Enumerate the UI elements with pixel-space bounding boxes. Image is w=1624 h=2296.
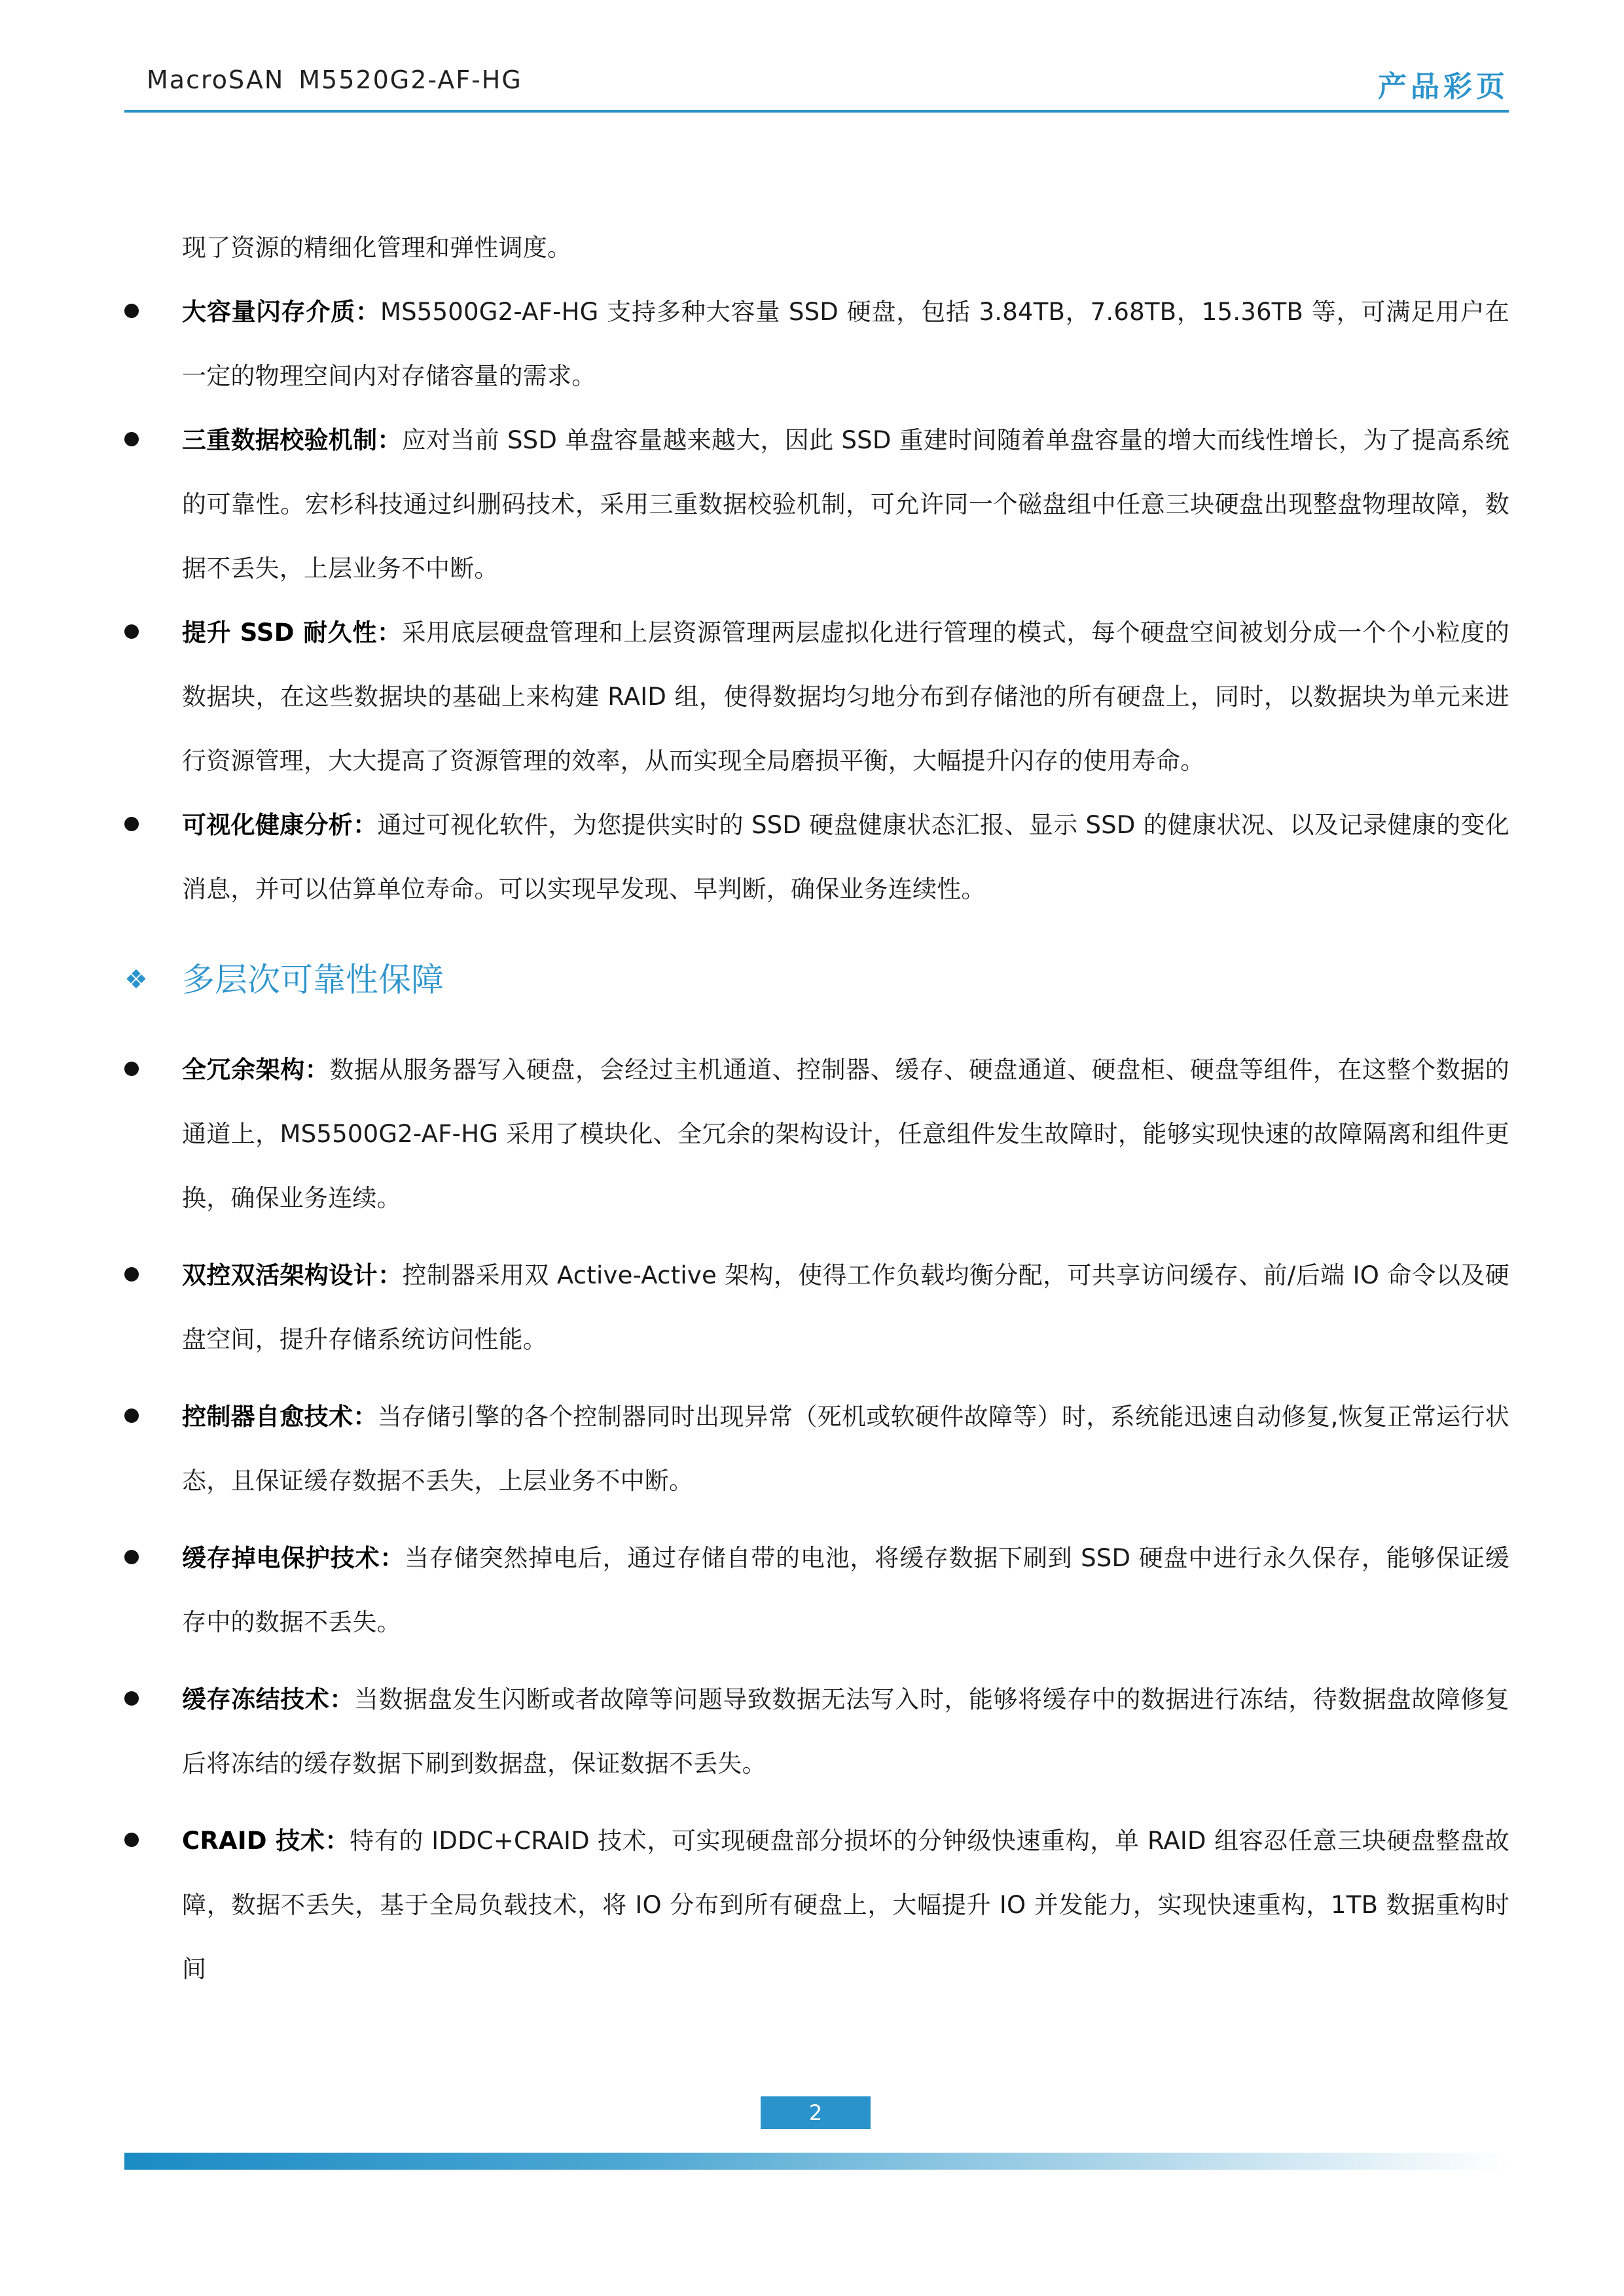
bullet-item <box>124 1244 1509 1372</box>
bullet-term: CRAID 技术： <box>182 1827 350 1855</box>
bullet-dot-icon <box>124 1550 139 1564</box>
bullet-term: 缓存掉电保护技术： <box>182 1544 405 1572</box>
bullet-item <box>124 1668 1509 1796</box>
bullet-dot-icon <box>124 432 139 446</box>
bullet-item <box>124 408 1509 601</box>
bullet-dot-icon <box>124 1062 139 1076</box>
bullet-item <box>124 793 1509 922</box>
section-heading-text: 多层次可靠性保障 <box>182 961 444 999</box>
bullet-text: 应对当前 SSD 单盘容量越来越大，因此 SSD 重建时间随着单盘容量的增大而线性增长，为了提高系统的可靠性。宏杉科技通过纠删码技术，采用三重数据校验机制，可允许同一个磁盘组中任意三块硬盘出现整盘物理故障，数据不丢失，上层业务不中断。 <box>182 426 1509 583</box>
bullet-text: 当存储突然掉电后，通过存储自带的电池，将缓存数据下刷到 SSD 硬盘中进行永久保存，能够保证缓存中的数据不丢失。 <box>182 1544 1509 1636</box>
bullet-dot-icon <box>124 304 139 318</box>
page-number: 2 <box>761 2096 871 2129</box>
bullet-term: 提升 SSD 耐久性： <box>182 619 402 647</box>
bullet-text: 通过可视化软件，为您提供实时的 SSD 硬盘健康状态汇报、显示 SSD 的健康状况、以及记录健康的变化消息，并可以估算单位寿命。可以实现早发现、早判断，确保业务连续性。 <box>182 811 1509 903</box>
continuation-paragraph: 现了资源的精细化管理和弹性调度。 <box>182 234 572 262</box>
bullet-item <box>124 1385 1509 1513</box>
bullet-text: 采用底层硬盘管理和上层资源管理两层虚拟化进行管理的模式，每个硬盘空间被划分成一个个小粒度的数据块，在这些数据块的基础上来构建 RAID 组，使得数据均匀地分布到存储池的所有硬盘上，同时，以数据块为单元来进行资源管理，大大提高了资源管理的效率，从而实现全局磨损平衡，大幅提升闪存的使用寿命。 <box>182 619 1510 775</box>
bullet-text: 数据从服务器写入硬盘，会经过主机通道、控制器、缓存、硬盘通道、硬盘柜、硬盘等组件，在这整个数据的通道上，MS5500G2-AF-HG 采用了模块化、全冗余的架构设计，任意组件发生故障时，能够实现快速的故障隔离和组件更换，确保业务连续。 <box>182 1056 1509 1212</box>
bullet-term: 控制器自愈技术： <box>182 1403 378 1431</box>
bullet-term: 缓存冻结技术： <box>182 1685 354 1713</box>
bullet-term: 双控双活架构设计： <box>182 1261 403 1289</box>
bullet-text: 当存储引擎的各个控制器同时出现异常（死机或软硬件故障等）时，系统能迅速自动修复,恢复正常运行状态，且保证缓存数据不丢失，上层业务不中断。 <box>182 1403 1509 1495</box>
header-brand: MacroSAN <box>147 65 285 94</box>
bullet-item <box>124 1809 1509 2001</box>
bullet-term: 大容量闪存介质： <box>182 298 380 326</box>
bullet-dot-icon <box>124 624 139 639</box>
bullet-dot-icon <box>124 1408 139 1423</box>
header-model: M5520G2-AF-HG <box>298 65 522 94</box>
bullet-dot-icon <box>124 1833 139 1847</box>
bullet-item <box>124 601 1509 793</box>
bullet-text: 控制器采用双 Active-Active 架构，使得工作负载均衡分配，可共享访问缓存、前/后端 IO 命令以及硬盘空间，提升存储系统访问性能。 <box>182 1261 1509 1354</box>
feature-list-1 <box>124 280 1509 922</box>
bullet-term: 可视化健康分析： <box>182 811 378 839</box>
bullet-text: MS5500G2-AF-HG 支持多种大容量 SSD 硬盘，包括 3.84TB，7.68TB，15.36TB 等，可满足用户在一定的物理空间内对存储容量的需求。 <box>182 298 1509 390</box>
bullet-item <box>124 1038 1509 1230</box>
feature-list-2 <box>124 1038 1509 2001</box>
page-content <box>124 216 1509 2015</box>
bullet-dot-icon <box>124 817 139 831</box>
header-section-label: 产品彩页 <box>1378 70 1509 103</box>
header-product-name <box>147 65 522 94</box>
bullet-term: 全冗余架构： <box>182 1056 330 1084</box>
footer-gradient-bar <box>124 2153 1509 2170</box>
bullet-dot-icon <box>124 1691 139 1706</box>
bullet-term: 三重数据校验机制： <box>182 426 402 454</box>
header-divider <box>124 110 1509 113</box>
bullet-item <box>124 1526 1509 1655</box>
bullet-text: 特有的 IDDC+CRAID 技术，可实现硬盘部分损坏的分钟级快速重构，单 RAID 组容忍任意三块硬盘整盘故障，数据不丢失，基于全局负载技术，将 IO 分布到所有硬盘上，大幅提升 IO 并发能力，实现快速重构，1TB 数据重构时间 <box>182 1827 1509 1983</box>
diamond-bullet-icon: ❖ <box>124 965 148 995</box>
section-heading <box>124 944 1509 1016</box>
bullet-item <box>124 280 1509 408</box>
bullet-text: 当数据盘发生闪断或者故障等问题导致数据无法写入时，能够将缓存中的数据进行冻结，待数据盘故障修复后将冻结的缓存数据下刷到数据盘，保证数据不丢失。 <box>182 1685 1509 1778</box>
bullet-dot-icon <box>124 1267 139 1282</box>
